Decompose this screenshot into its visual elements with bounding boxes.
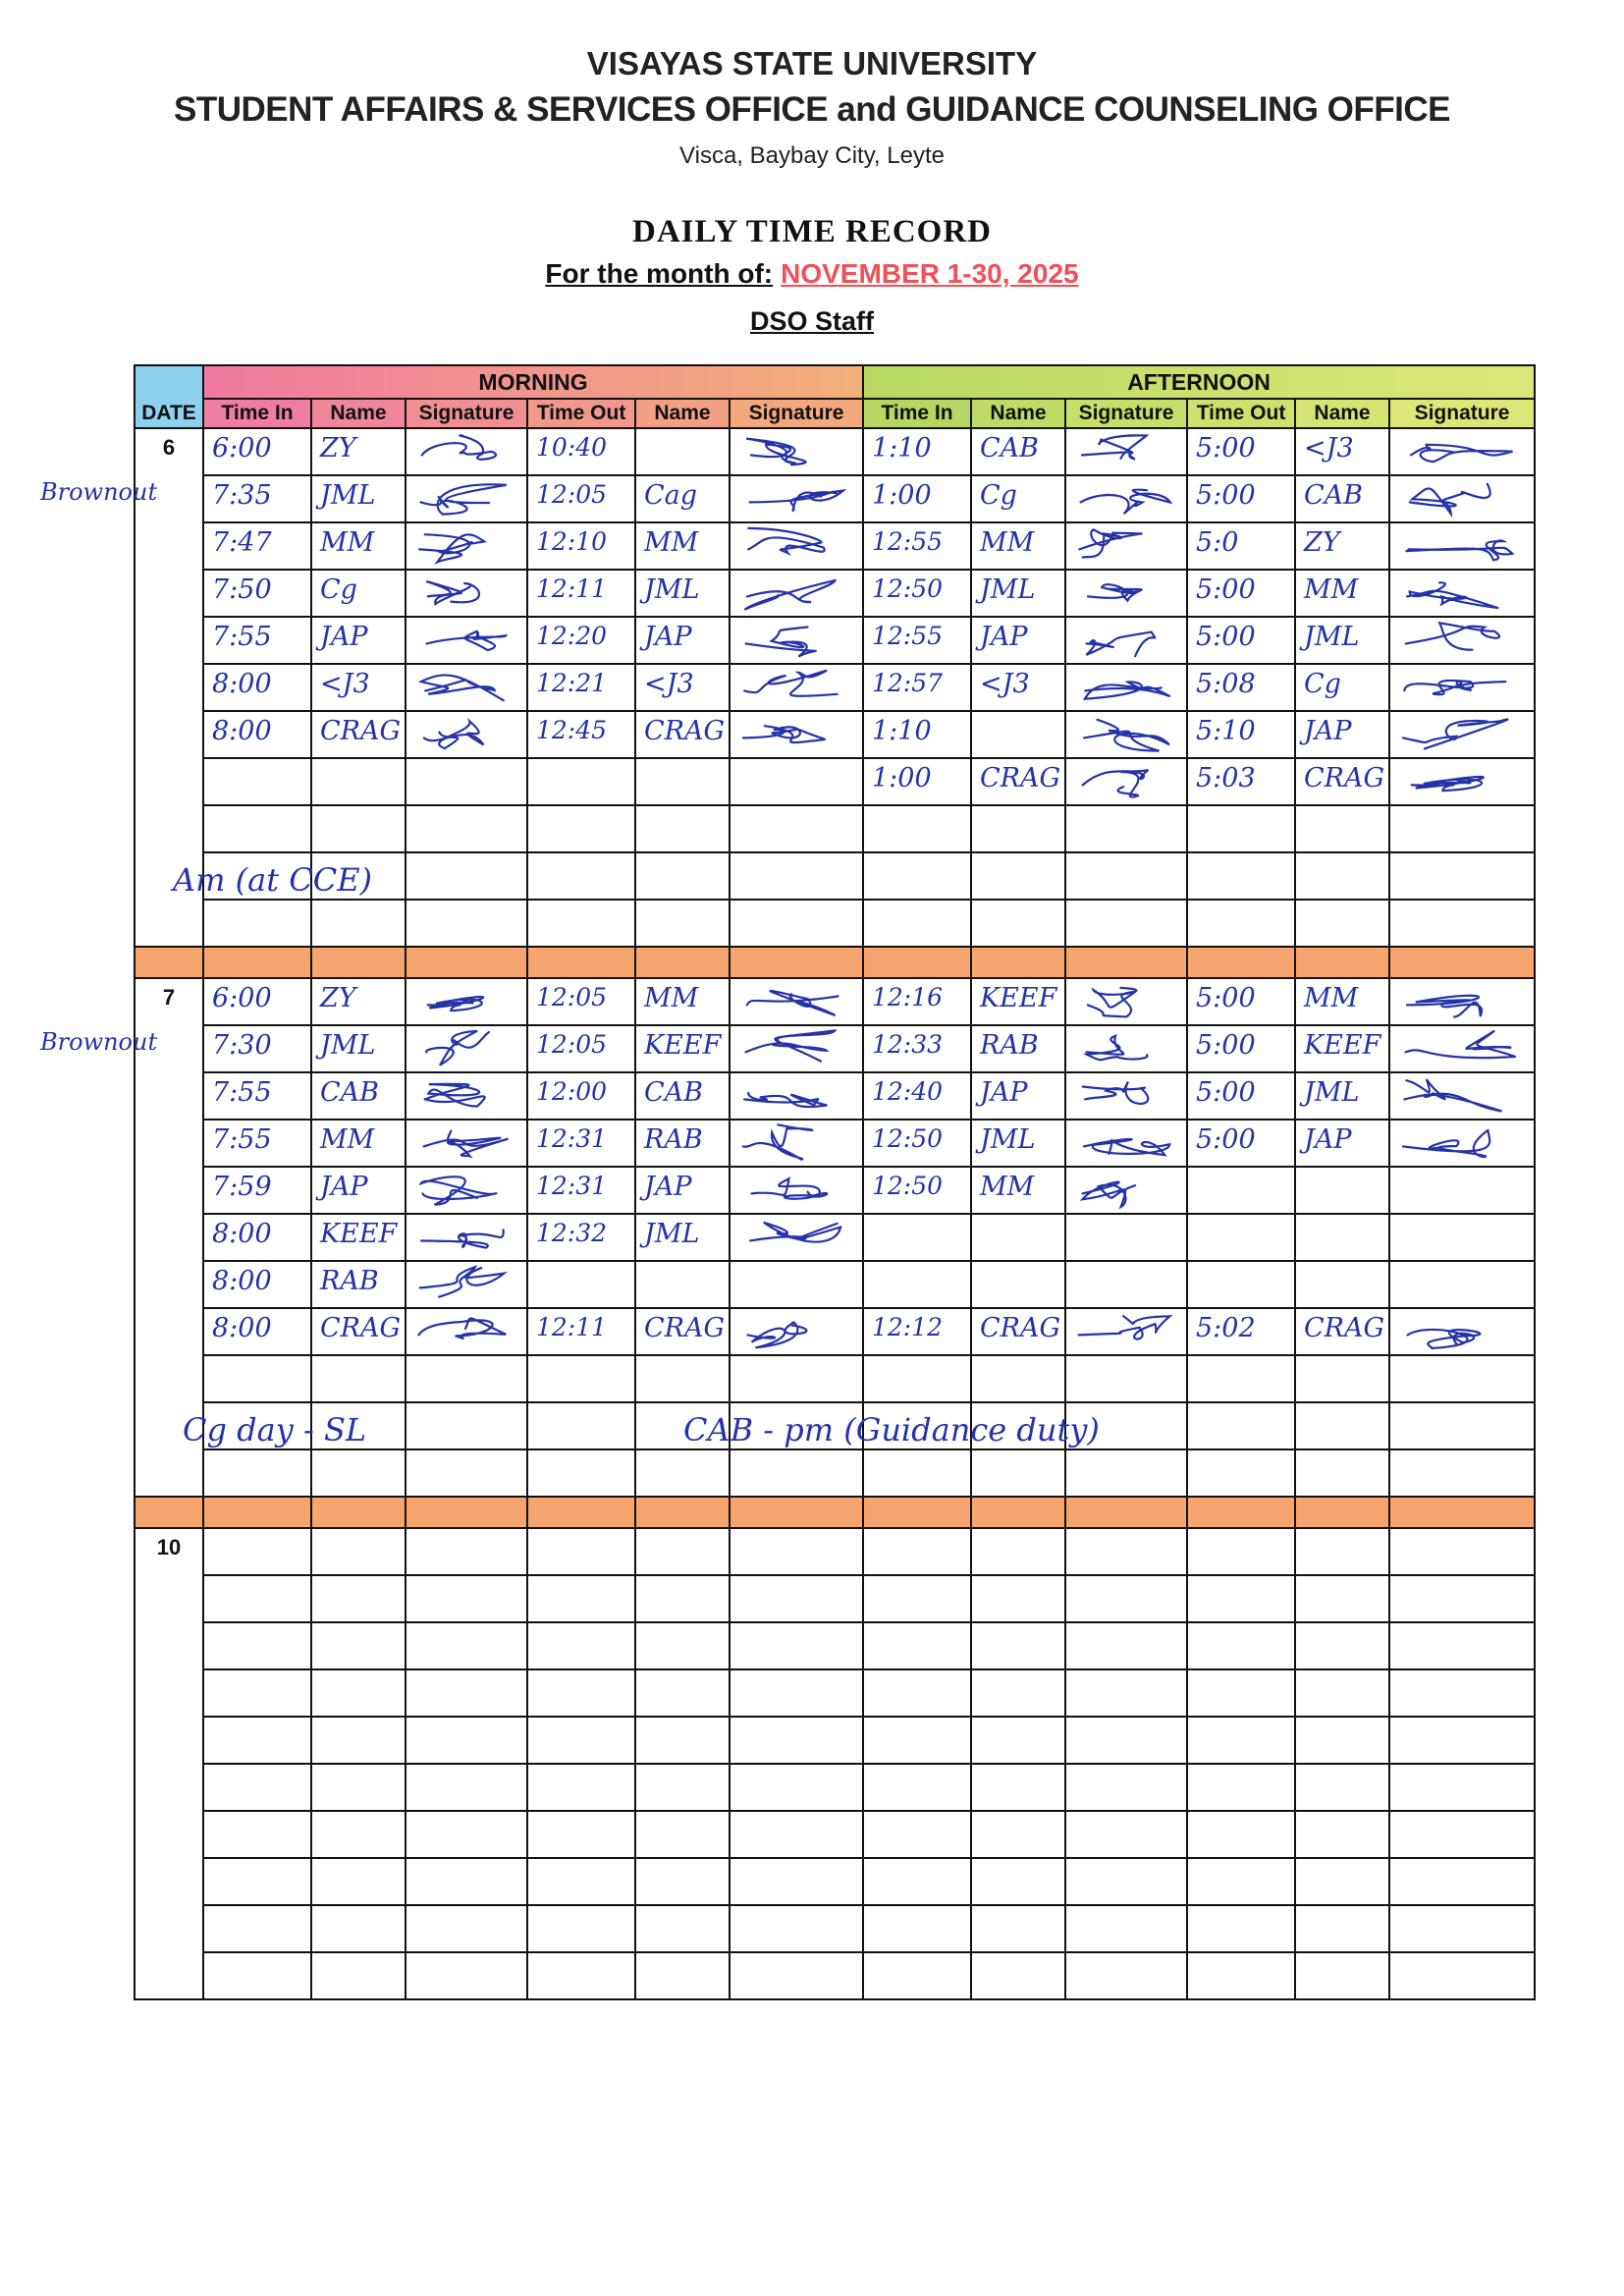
name-entry: MM — [1304, 983, 1359, 1013]
time-entry: 12:32 — [536, 1219, 608, 1247]
time-entry: 12:55 — [872, 622, 944, 650]
time-entry: 12:11 — [536, 574, 608, 603]
signature-mark — [734, 1121, 856, 1164]
name-entry: <J3 — [980, 669, 1030, 699]
time-entry: 12:10 — [536, 527, 608, 556]
day-row — [135, 900, 1535, 947]
signature-mark — [1070, 712, 1180, 755]
signature-mark — [1394, 1309, 1528, 1352]
day-row — [135, 1952, 1535, 1999]
time-entry: 12:11 — [536, 1313, 608, 1341]
time-entry: 1:00 — [872, 763, 932, 793]
name-entry: MM — [980, 527, 1035, 558]
col-header-name: Name — [971, 399, 1065, 428]
signature-mark — [410, 1215, 520, 1258]
name-entry: CAB — [320, 1077, 379, 1108]
time-entry: 5:00 — [1196, 622, 1256, 652]
name-entry: Cg — [980, 480, 1017, 511]
document-title: DAILY TIME RECORD — [631, 214, 992, 249]
signature-mark — [1070, 1026, 1180, 1069]
signature-mark — [1394, 1121, 1528, 1164]
day-row — [135, 805, 1535, 852]
name-entry: ZY — [1304, 527, 1340, 558]
signature-mark — [410, 523, 520, 567]
time-entry: 12:05 — [536, 480, 608, 509]
date-cell: 7 — [135, 978, 203, 1497]
name-entry: JML — [980, 1124, 1036, 1155]
signature-mark — [410, 429, 520, 472]
signature-mark — [734, 1309, 856, 1352]
time-entry: 5:10 — [1196, 716, 1256, 746]
name-entry: MM — [1304, 574, 1359, 605]
name-entry: CRAG — [1304, 763, 1385, 793]
col-header-name: Name — [1295, 399, 1389, 428]
signature-mark — [410, 618, 520, 661]
time-entry: 8:00 — [212, 669, 272, 699]
name-entry: CAB — [980, 433, 1039, 464]
name-entry: CAB — [644, 1077, 703, 1108]
time-entry: 12:00 — [536, 1077, 608, 1106]
col-header-name: Name — [311, 399, 406, 428]
time-record-table-wrap — [134, 364, 1534, 2000]
time-entry: 12:31 — [536, 1172, 608, 1200]
day-row — [135, 1575, 1535, 1622]
signature-mark — [1070, 429, 1180, 472]
time-entry: 5:00 — [1196, 480, 1256, 511]
signature-mark — [734, 476, 856, 519]
signature-mark — [410, 1026, 520, 1069]
time-entry: 8:00 — [212, 1266, 272, 1296]
time-entry: 8:00 — [212, 716, 272, 746]
signature-mark — [1394, 1026, 1528, 1069]
signature-mark — [1394, 665, 1528, 708]
name-entry: RAB — [320, 1266, 379, 1296]
signature-mark — [1394, 979, 1528, 1022]
signature-mark — [410, 1262, 520, 1305]
time-entry: 5:00 — [1196, 983, 1256, 1013]
signature-mark — [1070, 1073, 1180, 1117]
signature-mark — [734, 618, 856, 661]
name-entry: ZY — [320, 433, 356, 464]
col-header-time-in: Time In — [203, 399, 311, 428]
time-entry: 12:20 — [536, 622, 608, 650]
name-entry: KEEF — [980, 983, 1057, 1013]
signature-mark — [1070, 759, 1180, 802]
time-entry: 12:12 — [872, 1313, 944, 1341]
signature-mark — [1070, 979, 1180, 1022]
name-entry: CRAG — [320, 716, 402, 746]
time-entry: 12:55 — [872, 527, 944, 556]
signature-mark — [734, 571, 856, 614]
time-entry: 6:00 — [212, 983, 272, 1013]
day-row — [135, 1669, 1535, 1717]
name-entry: <J3 — [1304, 433, 1354, 464]
col-header-signature: Signature — [1065, 399, 1187, 428]
name-entry: JAP — [320, 1172, 368, 1202]
time-entry: 5:02 — [1196, 1313, 1256, 1343]
col-header-time-in: Time In — [863, 399, 971, 428]
signature-mark — [410, 979, 520, 1022]
time-entry: 12:31 — [536, 1124, 608, 1153]
signature-mark — [1070, 476, 1180, 519]
signature-mark — [734, 1073, 856, 1117]
name-entry: <J3 — [320, 669, 370, 699]
signature-mark — [410, 712, 520, 755]
day-row — [135, 1528, 1535, 1575]
time-entry: 12:57 — [872, 669, 944, 697]
name-entry: MM — [644, 983, 699, 1013]
name-entry: MM — [320, 1124, 375, 1155]
signature-mark — [1070, 523, 1180, 567]
signature-mark — [734, 523, 856, 567]
time-entry: 7:55 — [212, 622, 272, 652]
name-entry: CRAG — [980, 763, 1061, 793]
col-header-name: Name — [635, 399, 730, 428]
time-entry: 12:33 — [872, 1030, 944, 1059]
time-entry: 12:05 — [536, 1030, 608, 1059]
time-entry: 5:00 — [1196, 1030, 1256, 1061]
staff-group: DSO Staff — [749, 306, 874, 336]
time-entry: 7:35 — [212, 480, 272, 511]
date-column-header: DATE — [135, 365, 203, 428]
name-entry: JML — [644, 574, 700, 605]
signature-mark — [734, 1215, 856, 1258]
month-label: For the month of: — [545, 258, 774, 289]
signature-mark — [1070, 665, 1180, 708]
name-entry: JML — [1304, 622, 1360, 652]
signature-mark — [1070, 1168, 1180, 1211]
time-entry: 7:50 — [212, 574, 272, 605]
name-entry: JML — [644, 1219, 700, 1249]
name-entry: CRAG — [980, 1313, 1061, 1343]
name-entry: CRAG — [1304, 1313, 1385, 1343]
signature-mark — [410, 1168, 520, 1211]
name-entry: KEEF — [1304, 1030, 1381, 1061]
col-header-time-out: Time Out — [1187, 399, 1295, 428]
time-entry: 12:16 — [872, 983, 944, 1011]
name-entry: Cg — [320, 574, 357, 605]
time-entry: 12:05 — [536, 983, 608, 1011]
time-entry: 7:47 — [212, 527, 272, 558]
signature-mark — [1394, 523, 1528, 567]
signature-mark — [734, 1026, 856, 1069]
col-header-time-out: Time Out — [527, 399, 635, 428]
handwritten-note: CAB - pm (Guidance duty) — [683, 1411, 1100, 1449]
day-row — [135, 1811, 1535, 1858]
name-entry: CRAG — [644, 1313, 726, 1343]
day-separator — [135, 1497, 1535, 1528]
name-entry: JAP — [980, 1077, 1028, 1108]
day-row — [135, 1764, 1535, 1811]
name-entry: MM — [320, 527, 375, 558]
day-separator — [135, 947, 1535, 978]
signature-mark — [410, 1309, 520, 1352]
day-row — [135, 1622, 1535, 1669]
signature-mark — [734, 979, 856, 1022]
morning-header: MORNING — [203, 365, 863, 399]
day-row — [135, 1717, 1535, 1764]
name-entry: CRAG — [320, 1313, 402, 1343]
signature-mark — [1070, 1121, 1180, 1164]
name-entry: RAB — [644, 1124, 703, 1155]
signature-mark — [410, 571, 520, 614]
signature-mark — [1394, 618, 1528, 661]
day-row — [135, 1449, 1535, 1497]
name-entry: JAP — [644, 1172, 692, 1202]
date-cell: 10 — [135, 1528, 203, 1999]
signature-mark — [1394, 429, 1528, 472]
time-entry: 8:00 — [212, 1219, 272, 1249]
name-entry: JAP — [980, 622, 1028, 652]
signature-mark — [734, 429, 856, 472]
time-entry: 7:30 — [212, 1030, 272, 1061]
signature-mark — [410, 1121, 520, 1164]
col-header-signature: Signature — [1389, 399, 1535, 428]
signature-mark — [1394, 571, 1528, 614]
office-name: STUDENT AFFAIRS & SERVICES OFFICE and GUIDANCE COUNSELING OFFICE — [173, 90, 1451, 129]
signature-mark — [1070, 571, 1180, 614]
time-entry: 1:10 — [872, 716, 932, 746]
time-entry: 5:00 — [1196, 1077, 1256, 1108]
time-entry: 7:55 — [212, 1124, 272, 1155]
col-header-signature: Signature — [406, 399, 527, 428]
handwritten-note: Am (at CCE) — [173, 861, 373, 899]
office-address: Visca, Baybay City, Leyte — [679, 142, 945, 169]
time-entry: 12:50 — [872, 574, 944, 603]
time-entry: 12:50 — [872, 1124, 944, 1153]
name-entry: Cg — [1304, 669, 1341, 699]
signature-mark — [1070, 1309, 1180, 1352]
day-row — [135, 1355, 1535, 1402]
time-entry: 1:10 — [872, 433, 932, 464]
handwritten-note: Cg day - SL — [183, 1411, 367, 1449]
signature-mark — [1394, 476, 1528, 519]
time-entry: 10:40 — [536, 433, 608, 462]
name-entry: JML — [980, 574, 1036, 605]
name-entry: JML — [1304, 1077, 1360, 1108]
signature-mark — [734, 665, 856, 708]
time-entry: 1:00 — [872, 480, 932, 511]
month-line — [0, 258, 1624, 290]
time-entry: 5:00 — [1196, 433, 1256, 464]
time-entry: 8:00 — [212, 1313, 272, 1343]
signature-mark — [410, 476, 520, 519]
day-row — [135, 1905, 1535, 1952]
time-entry: 7:55 — [212, 1077, 272, 1108]
signature-mark — [1070, 618, 1180, 661]
signature-mark — [734, 1168, 856, 1211]
name-entry: JAP — [1304, 716, 1352, 746]
time-entry: 12:40 — [872, 1077, 944, 1106]
time-entry: 12:45 — [536, 716, 608, 744]
name-entry: <J3 — [644, 669, 694, 699]
name-entry: RAB — [980, 1030, 1039, 1061]
afternoon-header: AFTERNOON — [863, 365, 1535, 399]
side-note: Brownout — [40, 478, 158, 506]
name-entry: JAP — [320, 622, 368, 652]
name-entry: KEEF — [320, 1219, 398, 1249]
signature-mark — [1394, 1073, 1528, 1117]
time-entry: 5:08 — [1196, 669, 1256, 699]
name-entry: CRAG — [644, 716, 726, 746]
time-entry: 12:50 — [872, 1172, 944, 1200]
column-header-row — [135, 399, 1535, 428]
month-value: NOVEMBER 1-30, 2025 — [781, 258, 1079, 289]
name-entry: JML — [320, 1030, 376, 1061]
name-entry: Cag — [644, 480, 698, 511]
signature-mark — [734, 712, 856, 755]
section-header-row — [135, 365, 1535, 399]
time-entry: 5:03 — [1196, 763, 1256, 793]
side-note: Brownout — [40, 1028, 158, 1056]
time-entry: 5:0 — [1196, 527, 1239, 558]
time-entry: 5:00 — [1196, 1124, 1256, 1155]
name-entry: MM — [980, 1172, 1035, 1202]
name-entry: JAP — [1304, 1124, 1352, 1155]
date-cell: 6 — [135, 428, 203, 947]
name-entry: JAP — [644, 622, 692, 652]
time-entry: 12:21 — [536, 669, 608, 697]
col-header-signature: Signature — [730, 399, 863, 428]
signature-mark — [1394, 759, 1528, 802]
signature-mark — [410, 665, 520, 708]
university-name: VISAYAS STATE UNIVERSITY — [586, 45, 1038, 82]
time-entry: 5:00 — [1196, 574, 1256, 605]
signature-mark — [410, 1073, 520, 1117]
signature-mark — [1394, 712, 1528, 755]
day-row — [135, 1858, 1535, 1905]
name-entry: ZY — [320, 983, 356, 1013]
time-entry: 7:59 — [212, 1172, 272, 1202]
time-entry: 6:00 — [212, 433, 272, 464]
name-entry: KEEF — [644, 1030, 722, 1061]
name-entry: MM — [644, 527, 699, 558]
name-entry: JML — [320, 480, 376, 511]
name-entry: CAB — [1304, 480, 1363, 511]
